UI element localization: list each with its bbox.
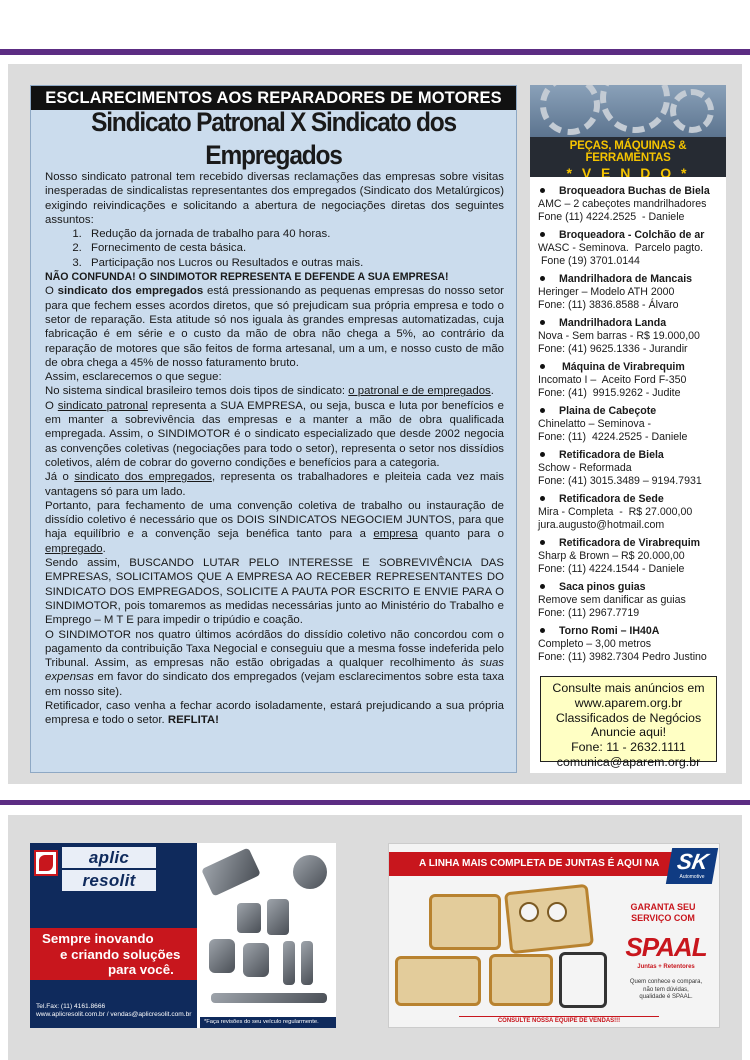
paragraph-clarify: Assim, esclarecemos o que segue: — [45, 371, 222, 384]
logo-word: aplic — [62, 847, 156, 868]
hydraulic-lifter-icon — [237, 903, 261, 933]
classified-ad — [538, 185, 724, 224]
list-item: 3. Participação nos Lucros ou Resultados e outras mais. — [85, 256, 504, 270]
slogan-line: e criando soluções — [60, 946, 181, 962]
classified-ad-line: Fone: (41) 9915.9262 - Judite — [538, 387, 681, 399]
contact-line: Tel.Fax: (11) 4161.8666 — [36, 1003, 106, 1010]
sk-logo: SK — [666, 848, 718, 884]
text-span: quanto para o — [417, 528, 504, 541]
classified-ad-line: Fone: (11) 3836.8588 - Álvaro — [538, 299, 679, 311]
sk-logo-sub: Automotive — [679, 874, 705, 880]
bullet-icon — [540, 364, 545, 369]
classified-ad-line: Completo – 3,00 metros — [538, 638, 652, 650]
classified-ad — [538, 361, 724, 400]
spaal-guarantee — [611, 902, 715, 924]
quote-line: Quem conhece e compara, — [629, 979, 703, 985]
classified-ad-title — [538, 405, 724, 418]
text-span: Retificador, caso venha a fechar acordo isoladamente, estará prejudicando a sua própria empresa e todo o setor. — [45, 699, 504, 727]
gasket-hole — [519, 902, 539, 922]
text-span: O — [45, 285, 58, 298]
bullet-icon — [540, 628, 545, 633]
spaal-logo: SPAAL — [625, 932, 707, 962]
contact-line: www.aplicresolit.com.br / vendas@aplicresolit.com.br — [36, 1011, 192, 1018]
classified-ad-title — [538, 185, 724, 198]
classified-ad-line: jura.augusto@hotmail.com — [538, 519, 665, 531]
classified-ad-line: Mira - Completa - R$ 27.000,00 — [538, 506, 693, 518]
tappet-icon — [243, 943, 269, 977]
bullet-icon — [540, 584, 545, 589]
list-item: 2. Fornecimento de cesta básica. — [85, 241, 504, 255]
classified-ad — [538, 537, 724, 576]
article-title: Sindicato Patronal X Sindicato dos Empregados — [91, 108, 456, 171]
guarantee-line: SERVIÇO COM — [631, 913, 695, 923]
classified-ads-list — [530, 177, 726, 664]
classified-ad — [538, 493, 724, 532]
classified-ad-title — [538, 361, 724, 374]
text-span: . — [490, 385, 494, 398]
aplic-contact — [36, 1003, 206, 1019]
spaal-tagline: Juntas + Retentores — [637, 964, 695, 970]
gear-icon — [670, 89, 714, 133]
slogan-line: para você. — [108, 962, 174, 977]
bullet-icon — [540, 320, 545, 325]
classified-ad — [538, 449, 724, 488]
classified-ad — [538, 273, 724, 312]
text-span: O SINDIMOTOR nos quatro últimos acórdãos do dissídio coletivo não concordou com o pagamento da contribuição Taxa Negocial e conseguiu que a mesma fosse indeferida pelo Tribunal. Assim, as empresas não estão obrigadas a qualquer recolhimento — [45, 628, 504, 670]
notice-line: NÃO CONFUNDA! O SINDIMOTOR REPRESENTA E DEFENDE A SUA EMPRESA! — [45, 271, 449, 284]
classified-ad — [538, 405, 724, 444]
text-span: representa a SUA EMPRESA, ou seja, busca e luta por benefícios e em manter a sobrevivência das empresas e a manter a mão de obra qualificada empregada. Assim, o SINDIMOTOR é o sindicato especializado que desde 2002 negocia as convenções coletivas (negociações para todo o setor), representa o setor nos dissídios coletivos, além de cobrar do governo condições e benefícios para a categoria. — [45, 399, 504, 469]
engine-parts-image — [197, 843, 336, 1028]
top-purple-rule — [0, 49, 750, 55]
paragraph-union-types — [45, 384, 504, 398]
article-body — [31, 170, 516, 728]
classified-ad-title-text: Retificadora de Virabrequim — [559, 537, 701, 549]
classified-ad-line: Remove sem danificar as guias — [538, 594, 686, 606]
text-span: Portanto, para fechamento de uma convenção coletiva de trabalho ou instauração de dissídio coletivo é necessário que os DOIS SINDICATOS NEGOCIEM JUNTOS, para que haja equilíbrio e a convenção seja benéfica tanto para a — [45, 499, 504, 541]
classified-ad-line: Incomato I – Aceito Ford F-350 — [538, 374, 687, 386]
quote-line: não tem dúvidas, — [643, 986, 689, 993]
consult-line: Anuncie aqui! — [590, 725, 667, 740]
sk-automotive-ad[interactable] — [388, 843, 720, 1028]
bullet-icon — [540, 276, 545, 281]
classified-ad-line: Fone: (11) 4224.1544 - Daniele — [538, 563, 685, 575]
classified-ad-line: Heringer – Modelo ATH 2000 — [538, 286, 675, 298]
bullet-icon — [540, 408, 545, 413]
text-span: empresa — [373, 528, 418, 541]
list-item: 1. Redução da jornada de trabalho para 40 horas. — [85, 227, 504, 241]
text-span: Já o — [45, 471, 75, 484]
text-span: em favor do sindicato dos empregados (vejam esclarecimentos sobre esta taxa em nosso site). — [45, 671, 504, 698]
classified-ad-line: Nova - Sem barras - R$ 19.000,00 — [538, 330, 700, 342]
classified-ad — [538, 317, 724, 356]
classified-ad-title-text: Broqueadora Buchas de Biela — [559, 185, 710, 197]
classified-ad-title-text: Retificadora de Biela — [559, 449, 664, 461]
gasket-icon — [429, 894, 501, 950]
gasket-icon — [395, 956, 481, 1006]
classified-ad-line: WASC - Seminova. Parcelo pagto. — [538, 242, 704, 254]
hydraulic-lifter-icon — [267, 899, 289, 935]
aplic-logo — [62, 847, 156, 891]
valve-icon — [283, 941, 295, 985]
classified-ad-line: Chinelatto – Seminova - — [538, 418, 652, 430]
classified-ad-line: Schow - Reformada — [538, 462, 632, 474]
classified-ad-line: Fone: (11) 3982.7304 Pedro Justino — [538, 651, 707, 663]
article-header: ESCLARECIMENTOS AOS REPARADORES DE MOTORES — [31, 86, 516, 110]
classified-ad-line: Fone: (11) 2967.7719 — [538, 607, 640, 619]
text-span: está pressionando as pequenas empresas do nosso setor para que fechem esses acordos diretos, que só prejudicam sua própria empresa e todo o setor de reparação. Esta atitude só nos iguala às grandes empresas automatizadas, cuja fabricação é em série e o custo da mão de obra não chega a 5%, ao contrário da reparação de motores que são feitos de forma artesanal, um a um, e nosso custo de mão de obra chega a 45% de nosso faturamento bruto. — [45, 285, 504, 369]
classified-ad-title-text: Broqueadora - Colchão de ar — [559, 229, 705, 241]
classified-ad-line: Fone: (41) 9625.1336 - Jurandir — [538, 343, 688, 355]
consult-email-link[interactable]: comunica@aparem.org.br — [556, 754, 701, 769]
middle-purple-rule — [0, 800, 750, 805]
text-span: sindicato dos empregados — [57, 285, 204, 298]
paragraph-request: Sendo assim, BUSCANDO LUTAR PELO INTERESSE E SOBREVIVÊNCIA DAS EMPRESAS, SOLICITAMOS QUE A EMPRESA AO RECEBER REPRESENTANTES DO SINDICATO DOS EMPREGADOS, SOLICITE A PAUTA POR ESCRITO E ENVIE PARA O SINDIMOTOR, pois tomaremos as medidas necessárias junto ao Ministério do Trabalho e Emprego – M T E para impedir o tripúdio e coação. — [45, 557, 504, 627]
consult-phone: Fone: 11 - 2632.1111 — [571, 740, 686, 755]
classified-ad-title — [538, 537, 724, 550]
text-span: No sistema sindical brasileiro temos dois tipos de sindicato: — [45, 385, 349, 398]
text-span: o patronal e de empregados — [348, 385, 491, 398]
consult-website-link[interactable]: www.aparem.org.br — [574, 695, 683, 710]
classifieds-banner — [530, 85, 726, 177]
classified-ad-title — [538, 229, 724, 242]
gasket-hole — [547, 902, 567, 922]
bullet-icon — [540, 232, 545, 237]
classified-ad-title-text: Mandrilhadora de Mancais — [559, 273, 693, 285]
sk-ad-header: A LINHA MAIS COMPLETA DE JUNTAS É AQUI NA — [389, 852, 681, 876]
gasket-icon — [489, 954, 553, 1006]
classified-ad — [538, 625, 724, 664]
classified-ad-line: Fone: (11) 4224.2525 - Daniele — [538, 431, 688, 443]
classified-ad-line: Fone: (41) 3015.3489 – 9194.7931 — [538, 475, 702, 487]
slogan-line: Sempre inovando — [42, 931, 154, 946]
rocker-arm-icon — [201, 847, 261, 896]
consult-box — [540, 676, 717, 769]
classifieds-column — [530, 85, 726, 773]
gear-icon — [600, 85, 670, 133]
classifieds-title-bar — [530, 137, 726, 177]
classified-ad-title — [538, 317, 724, 330]
classified-ad-line: Sharp & Brown – R$ 20.000,00 — [538, 550, 685, 562]
classified-ad-title-text: Plaina de Cabeçote — [559, 405, 657, 417]
classified-ad-title — [538, 625, 724, 638]
quote-line: qualidade é SPAAL. — [639, 994, 693, 1001]
text-span: O — [45, 399, 58, 412]
consult-line: Consulte mais anúncios em — [552, 681, 705, 695]
classified-ad-title-text: Máquina de Virabrequim — [559, 361, 685, 373]
aplic-logo-icon — [34, 850, 58, 876]
text-span: sindicato patronal — [57, 399, 148, 412]
classified-ad — [538, 581, 724, 620]
text-span: , representa os trabalhadores e pleiteia cada vez mais vantagens só para um lado. — [45, 471, 504, 498]
classified-ad-title — [538, 273, 724, 286]
paragraph-reflect — [45, 699, 504, 728]
bullet-icon — [540, 452, 545, 457]
classified-ad-line: AMC – 2 cabeçotes mandrilhadores — [538, 198, 707, 210]
logo-word: resolit — [62, 870, 156, 891]
paragraph-tax — [45, 628, 504, 699]
paragraph-employees-union — [45, 284, 504, 370]
aplic-resolit-ad[interactable] — [30, 843, 336, 1028]
text-span: . — [102, 542, 106, 555]
spaal-quote — [623, 979, 709, 1002]
classified-ad — [538, 229, 724, 268]
bullet-icon — [540, 188, 545, 193]
text-span: às suas expensas — [45, 657, 504, 684]
bullet-icon — [540, 496, 545, 501]
tensioner-pulley-icon — [293, 855, 327, 889]
paragraph-patronal — [45, 399, 504, 470]
demands-list — [85, 227, 504, 270]
aplic-footnote: *Faça revisões do seu veículo regularmente. — [200, 1017, 336, 1028]
text-span: empregado — [45, 542, 103, 555]
classified-ad-title-text: Torno Romi – IH40A — [559, 625, 660, 637]
classified-ad-title — [538, 581, 724, 594]
classifieds-subtitle: * V E N D O * — [566, 165, 690, 177]
article-box — [30, 85, 517, 773]
tappet-icon — [209, 939, 235, 973]
classified-ad-title-text: Saca pinos guias — [559, 581, 646, 593]
classified-ad-title-text: Retificadora de Sede — [559, 493, 664, 505]
guarantee-line: GARANTA SEU — [630, 902, 696, 912]
sk-ad-footer: CONSULTE NOSSA EQUIPE DE VENDAS!!! — [459, 1016, 659, 1024]
paragraph-negotiation — [45, 499, 504, 556]
classified-ad-title — [538, 449, 724, 462]
classifieds-title: PEÇAS, MÁQUINAS & FERRAMENTAS — [569, 140, 687, 164]
consult-line: Classificados de Negócios — [555, 710, 702, 725]
article-intro: Nosso sindicato patronal tem recebido diversas reclamações das empresas sobre visitas inesperadas de sindicalistas representantes dos empregados (Sindicato dos Metalúrgicos) exigindo reivindicações e solicitando a abertura de negociações diretas dos seguintes assuntos: — [45, 171, 504, 226]
gasket-icon — [559, 952, 607, 1008]
bullet-icon — [540, 540, 545, 545]
aplic-slogan — [38, 931, 188, 978]
camshaft-icon — [211, 993, 327, 1003]
gear-icon — [540, 85, 600, 135]
text-span: sindicato dos empregados — [74, 471, 212, 484]
classified-ad-title — [538, 493, 724, 506]
text-span: REFLITA! — [167, 714, 219, 727]
valve-icon — [301, 941, 313, 985]
classified-ad-title-text: Mandrilhadora Landa — [559, 317, 667, 329]
classified-ad-line: Fone (19) 3701.0144 — [538, 255, 640, 267]
classified-ad-line: Fone (11) 4224.2525 - Daniele — [538, 211, 685, 223]
paragraph-employees — [45, 470, 504, 499]
